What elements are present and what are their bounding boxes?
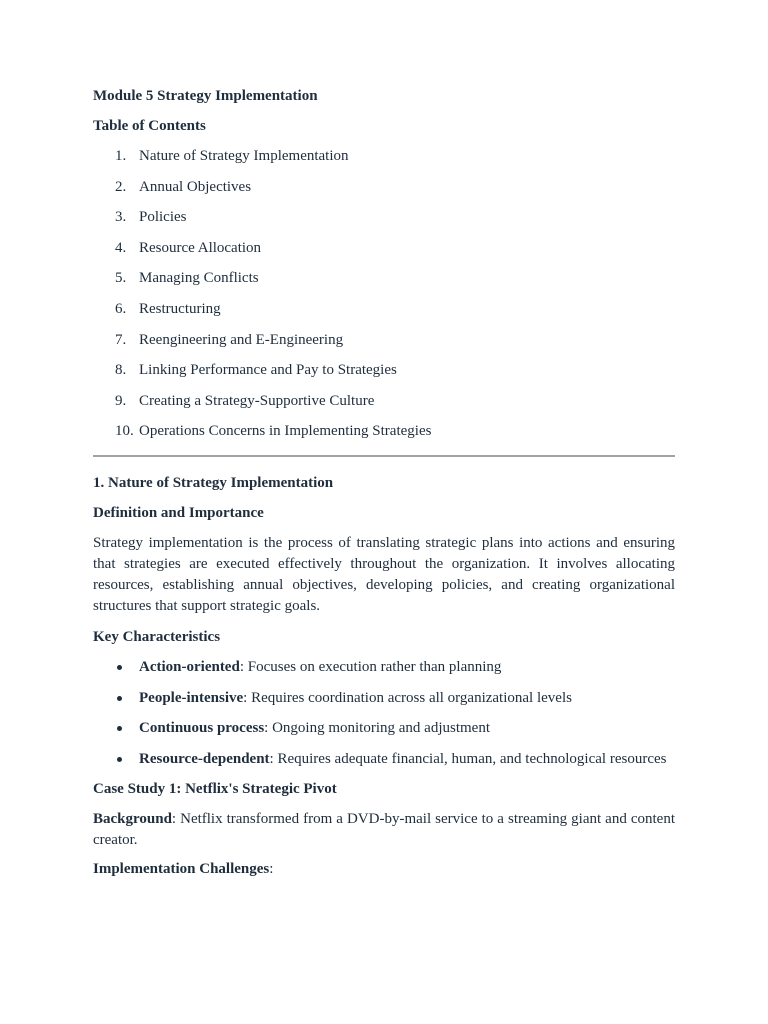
toc-item — [93, 299, 675, 319]
toc-item-number: 10. — [115, 423, 134, 440]
challenges-term: Implementation Challenges — [93, 861, 270, 878]
toc-item-number: 9. — [115, 392, 127, 409]
definition-heading: Definition and Importance — [93, 505, 264, 522]
toc-item-number: 4. — [115, 239, 127, 256]
toc-heading: Table of Contents — [93, 118, 206, 134]
toc-item-label: Policies — [139, 209, 187, 226]
toc-item-label: Restructuring — [139, 300, 221, 317]
characteristic-term: People-intensive — [139, 689, 244, 706]
toc-item-number: 7. — [115, 331, 127, 348]
list-item — [93, 718, 675, 739]
module-title: Module 5 Strategy Implementation — [93, 88, 318, 104]
toc-item-label: Annual Objectives — [139, 178, 252, 195]
toc-item — [93, 360, 675, 380]
definition-paragraph: Strategy implementation is the process of translating strategic plans into actions and ensuring that strategies are executed effectively throughout the organization. It involves allocating resources, establishing annual objectives, developing policies, and creating organizational structures that support strategic goals. — [93, 535, 675, 615]
background-paragraph — [93, 809, 675, 851]
bullet-icon — [93, 718, 139, 739]
document-content — [93, 86, 675, 888]
bullet-icon — [93, 657, 139, 678]
toc-item-label: Operations Concerns in Implementing Strategies — [139, 423, 432, 440]
characteristic-desc: : Requires adequate financial, human, and technological resources — [269, 750, 667, 767]
characteristic-term: Resource-dependent — [139, 750, 270, 767]
toc-item-number: 6. — [115, 300, 127, 317]
toc-item — [93, 238, 675, 258]
toc-item-label: Linking Performance and Pay to Strategies — [139, 362, 397, 379]
toc-item — [93, 146, 675, 166]
case-study-heading: Case Study 1: Netflix's Strategic Pivot — [93, 781, 337, 798]
bullet-icon — [93, 688, 139, 709]
toc-item — [93, 207, 675, 227]
toc-item-label: Creating a Strategy-Supportive Culture — [139, 392, 375, 409]
background-term: Background — [93, 811, 172, 828]
characteristic-term: Continuous process — [139, 720, 265, 737]
characteristic-desc: : Focuses on execution rather than planning — [239, 659, 502, 676]
toc-item-label: Managing Conflicts — [139, 270, 259, 287]
table-of-contents — [93, 146, 675, 441]
section-heading: 1. Nature of Strategy Implementation — [93, 475, 334, 492]
list-item — [93, 749, 675, 770]
background-text: : Netflix transformed from a DVD-by-mail service to a streaming giant and content creator. — [93, 811, 675, 849]
toc-item — [93, 421, 675, 441]
challenges-colon: : — [269, 861, 274, 878]
challenges-heading — [93, 861, 675, 878]
horizontal-rule — [93, 455, 675, 457]
toc-item-label: Reengineering and E-Engineering — [139, 331, 344, 348]
list-item — [93, 657, 675, 678]
key-characteristics-heading: Key Characteristics — [93, 629, 221, 646]
toc-item — [93, 177, 675, 197]
characteristic-term: Action-oriented — [139, 659, 240, 676]
characteristic-desc: : Requires coordination across all organizational levels — [243, 689, 572, 706]
toc-item-number: 2. — [115, 178, 127, 195]
list-item — [93, 688, 675, 709]
toc-item-label: Nature of Strategy Implementation — [139, 148, 349, 164]
toc-item — [93, 268, 675, 288]
characteristics-list — [93, 657, 675, 770]
toc-item-number: 1. — [115, 148, 127, 164]
toc-item — [93, 330, 675, 350]
toc-item-number: 3. — [115, 209, 127, 226]
toc-item-number: 5. — [115, 270, 127, 287]
characteristic-desc: : Ongoing monitoring and adjustment — [264, 720, 490, 737]
toc-item-label: Resource Allocation — [139, 239, 262, 256]
toc-item — [93, 391, 675, 411]
toc-item-number: 8. — [115, 362, 127, 379]
bullet-icon — [93, 749, 139, 770]
